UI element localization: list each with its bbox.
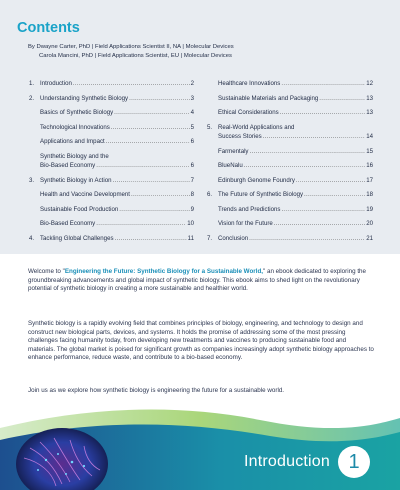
toc-page-number: 9 <box>190 205 194 213</box>
author-line: By Dwayne Carter, PhD | Field Applications Scientist II, NA | Molecular Devices <box>28 44 234 50</box>
toc-leader-dots <box>119 206 189 213</box>
toc-entry-label: Real-World Applications and <box>218 123 295 131</box>
toc-page-number: 6 <box>190 161 194 169</box>
authors-block <box>28 43 234 61</box>
toc-entry[interactable] <box>29 153 194 169</box>
toc-page-number: 15 <box>366 147 373 155</box>
author-line: Carola Mancini, PhD | Field Applications Scientist, EU | Molecular Devices <box>39 53 232 60</box>
toc-entry-label: Healthcare Innovations <box>218 80 281 87</box>
toc-entry[interactable] <box>29 95 194 102</box>
toc-entry-label: Success Stories <box>218 132 262 140</box>
toc-entry-number: 3. <box>29 176 35 184</box>
toc-entry-label: Introduction <box>40 80 72 87</box>
toc-page-number: 16 <box>366 162 373 169</box>
toc-leader-dots <box>96 162 189 169</box>
toc-entry-number: 5. <box>207 123 213 131</box>
toc-entry[interactable] <box>29 124 194 131</box>
toc-entry[interactable] <box>207 206 373 213</box>
toc-page-number: 12 <box>366 80 373 87</box>
toc-page-number: 2 <box>190 80 194 87</box>
toc-entry-label: Sustainable Food Production <box>40 205 119 213</box>
toc-entry-label: Understanding Synthetic Biology <box>40 94 129 102</box>
toc-entry-number: 2. <box>29 94 35 102</box>
toc-leader-dots <box>112 177 189 184</box>
toc-entry-label: Technological Innovations <box>40 123 110 131</box>
toc-page-number: 3 <box>190 94 194 102</box>
toc-entry-label: Synthetic Biology in Action <box>40 176 112 184</box>
intro-paragraph-3: Join us as we explore how synthetic biology is engineering the future for a sustainable world. <box>28 387 285 394</box>
toc-entry[interactable] <box>207 148 373 155</box>
toc-entry[interactable] <box>29 220 194 227</box>
toc-entry[interactable] <box>207 235 373 242</box>
toc-page-number: 7 <box>190 176 194 184</box>
toc-page-number: 19 <box>366 205 373 213</box>
toc-entry[interactable] <box>207 220 373 227</box>
toc-entry-label: Basics of Synthetic Biology <box>40 109 114 116</box>
section-title: Introduction <box>244 453 331 470</box>
toc-entry[interactable] <box>29 191 194 198</box>
intro-text: " an ebook dedicated to exploring the groundbreaking advancements and global impact of synthetic biology. This ebook aims to shed light on the revolutionary potential of synthetic biology in creating a more sustainable and healthier world. <box>28 268 367 293</box>
toc-entry-number: 4. <box>29 234 35 242</box>
toc-entry-number: 1. <box>29 80 35 87</box>
toc-entry[interactable] <box>207 177 373 184</box>
toc-page-number: 4 <box>190 109 194 116</box>
toc-entry[interactable] <box>207 191 373 198</box>
toc-entry-label: Bio-Based Economy <box>40 220 96 227</box>
toc-entry[interactable] <box>207 124 373 140</box>
toc-entry-number: 6. <box>207 191 213 198</box>
toc-entry-label: Tackling Global Challenges <box>40 234 114 242</box>
toc-leader-dots <box>281 80 365 87</box>
toc-leader-dots <box>249 148 365 155</box>
toc-leader-dots <box>115 235 187 242</box>
toc-page-number: 6 <box>190 138 194 145</box>
toc-entry-label: The Future of Synthetic Biology <box>218 191 304 198</box>
toc-entry-label: Health and Vaccine Development <box>40 191 130 198</box>
intro-paragraph-2: Synthetic biology is a rapidly evolving field that combines principles of biology, engineering, and technology to design and construct new biological parts, devices, and systems. It holds the promise of addressing some of the most pressing challenges facing humanity today, from developing new treatments and vaccines to producing sustainable food and materials. The global market is poised for significant growth as companies increasingly adopt synthetic biology approaches to enhance performance, reduce waste, and contribute to a bio-based economy. <box>28 320 374 362</box>
toc-leader-dots <box>280 109 366 116</box>
toc-leader-dots <box>296 177 365 184</box>
toc-leader-dots <box>73 80 190 87</box>
toc-leader-dots <box>96 220 186 227</box>
toc-leader-dots <box>111 124 190 131</box>
intro-text: Welcome to " <box>28 268 65 275</box>
toc-entry-label: Sustainable Materials and Packaging <box>218 94 319 102</box>
toc-page-number: 11 <box>187 234 194 242</box>
toc-entry[interactable] <box>29 177 194 184</box>
ebook-title-link[interactable]: Engineering the Future: Synthetic Biology for a Sustainable World, <box>64 268 264 275</box>
toc-entry-label: Applications and Impact <box>40 138 105 145</box>
toc-page-number: 18 <box>366 191 373 198</box>
toc-leader-dots <box>106 138 190 145</box>
toc-leader-dots <box>114 109 189 116</box>
toc-entry[interactable] <box>207 162 373 169</box>
toc-page-number: 21 <box>366 234 373 242</box>
wave-banner <box>0 396 400 490</box>
toc-entry[interactable] <box>29 109 194 116</box>
toc-entry-number <box>29 153 40 160</box>
toc-entry-label: Synthetic Biology and the <box>40 152 109 160</box>
toc-entry-label: Ethical Considerations <box>218 109 279 116</box>
toc-entry[interactable] <box>207 80 373 87</box>
toc-leader-dots <box>263 133 366 140</box>
toc-page-number: 5 <box>190 123 194 131</box>
section-number-badge: 1 <box>338 446 370 478</box>
toc-entry[interactable] <box>29 235 194 242</box>
toc-entry-label: Bio-Based Economy <box>40 161 96 169</box>
toc-page-number: 14 <box>366 132 373 140</box>
toc-leader-dots <box>281 206 365 213</box>
toc-leader-dots <box>131 191 190 198</box>
toc-entry[interactable] <box>29 80 194 87</box>
toc-page-number: 13 <box>366 94 373 102</box>
toc-entry-label: Farmentaly <box>218 147 249 155</box>
toc-entry[interactable] <box>207 95 373 102</box>
toc-entry-number: 7. <box>207 234 213 242</box>
toc-page-number: 13 <box>366 109 373 116</box>
contents-title: Contents <box>17 20 80 36</box>
toc-entry[interactable] <box>207 109 373 116</box>
toc-page-number: 8 <box>190 191 194 198</box>
toc-leader-dots <box>274 220 365 227</box>
toc-page-number: 17 <box>366 176 373 184</box>
toc-page-number: 10 <box>187 220 194 227</box>
toc-leader-dots <box>249 235 365 242</box>
toc-entry[interactable] <box>29 138 194 145</box>
toc-page-number: 20 <box>366 220 373 227</box>
toc-entry-label: Conclusion <box>218 234 249 242</box>
toc-entry-label: Trends and Predictions <box>218 205 281 213</box>
toc-entry[interactable] <box>29 206 194 213</box>
toc-entry-label: Vision for the Future <box>218 220 273 227</box>
toc-entry-label: Edinburgh Genome Foundry <box>218 176 295 184</box>
toc-leader-dots <box>129 95 190 102</box>
toc-leader-dots <box>319 95 365 102</box>
toc-leader-dots <box>304 191 365 198</box>
toc-entry-label: BlueNalu <box>218 162 243 169</box>
toc-leader-dots <box>244 162 365 169</box>
intro-paragraph-1 <box>28 268 374 294</box>
